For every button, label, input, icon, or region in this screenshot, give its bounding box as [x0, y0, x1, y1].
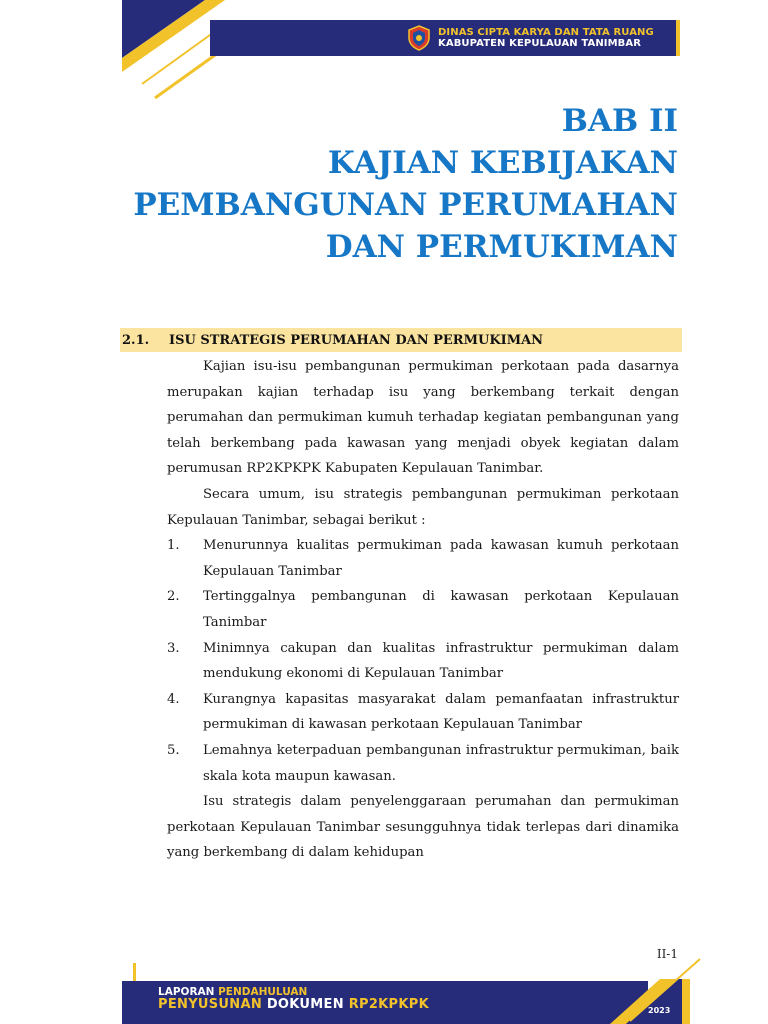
list-item: [167, 687, 679, 738]
footer-gold-corner: [682, 979, 690, 1024]
agency-name: DINAS CIPTA KARYA DAN TATA RUANG: [438, 27, 654, 38]
strategic-issues-list: [167, 533, 679, 789]
list-item: [167, 584, 679, 635]
list-item: [167, 738, 679, 789]
footer-line-2: [158, 998, 429, 1013]
footer-word: RP2KPKPK: [348, 997, 429, 1013]
paragraph: Secara umum, isu strategis pembangunan permukiman perkotaan Kepulauan Tanimbar, sebagai berikut :: [167, 486, 679, 528]
chapter-title-line: DAN PERMUKIMAN: [325, 229, 678, 265]
footer-word: LAPORAN: [158, 986, 215, 998]
list-item-number: 1.: [167, 538, 180, 554]
list-item-text: Minimnya cakupan dan kualitas infrastruktur permukiman dalam mendukung ekonomi di Kepulauan Tanimbar: [203, 640, 679, 682]
list-item-number: 2.: [167, 589, 180, 605]
list-item-number: 4.: [167, 691, 180, 707]
list-item-text: Lemahnya keterpaduan pembangunan infrastruktur permukiman, baik skala kota maupun kawasan.: [203, 742, 679, 784]
footer-title: [158, 986, 429, 1013]
chapter-title: [133, 100, 678, 268]
list-item-text: Tertinggalnya pembangunan di kawasan perkotaan Kepulauan Tanimbar: [203, 589, 679, 630]
list-item-text: Kurangnya kapasitas masyarakat dalam pemanfaatan infrastruktur permukiman di kawasan perkotaan Kepulauan Tanimbar: [203, 691, 679, 733]
header-gold-edge: [676, 20, 680, 56]
header-banner: [210, 20, 676, 56]
chapter-title-line: PEMBANGUNAN PERUMAHAN: [133, 187, 678, 223]
chapter-title-line: KAJIAN KEBIJAKAN: [327, 145, 678, 181]
footer-word: DOKUMEN: [266, 997, 344, 1013]
list-item-number: 3.: [167, 640, 180, 656]
body-text: [167, 354, 679, 866]
section-title: ISU STRATEGIS PERUMAHAN DAN PERMUKIMAN: [169, 332, 544, 348]
regency-shield-emblem-icon: [406, 25, 432, 51]
footer-year: 2023: [648, 1006, 671, 1015]
footer-word: PENDAHULUAN: [218, 986, 308, 998]
list-item-text: Menurunnya kualitas permukiman pada kawasan kumuh perkotaan Kepulauan Tanimbar: [203, 538, 679, 579]
chapter-title-line: BAB II: [561, 103, 678, 139]
paragraph: Isu strategis dalam penyelenggaraan perumahan dan permukiman perkotaan Kepulauan Tanimbar sesungguhnya tidak terlepas dari dinamika yang berkembang di dalam kehidupan: [167, 794, 679, 861]
regency-name: KABUPATEN KEPULAUAN TANIMBAR: [438, 38, 642, 49]
list-item: [167, 636, 679, 687]
page-number: II-1: [656, 947, 678, 961]
list-item-number: 5.: [167, 742, 180, 758]
footer-word: PENYUSUNAN: [158, 997, 262, 1013]
section-number: 2.1.: [122, 332, 150, 348]
section-heading: [120, 328, 682, 352]
paragraph: Kajian isu-isu pembangunan permukiman perkotaan pada dasarnya merupakan kajian terhadap isu yang berkembang terkait dengan perumahan dan permukiman kumuh terhadap kegiatan pembangunan yang telah berkembang pada kawasan yang menjadi obyek kegiatan dalam perumusan RP2KPKPK Kabupaten Kepulauan Tanimbar.: [167, 359, 679, 477]
list-item: [167, 533, 679, 584]
